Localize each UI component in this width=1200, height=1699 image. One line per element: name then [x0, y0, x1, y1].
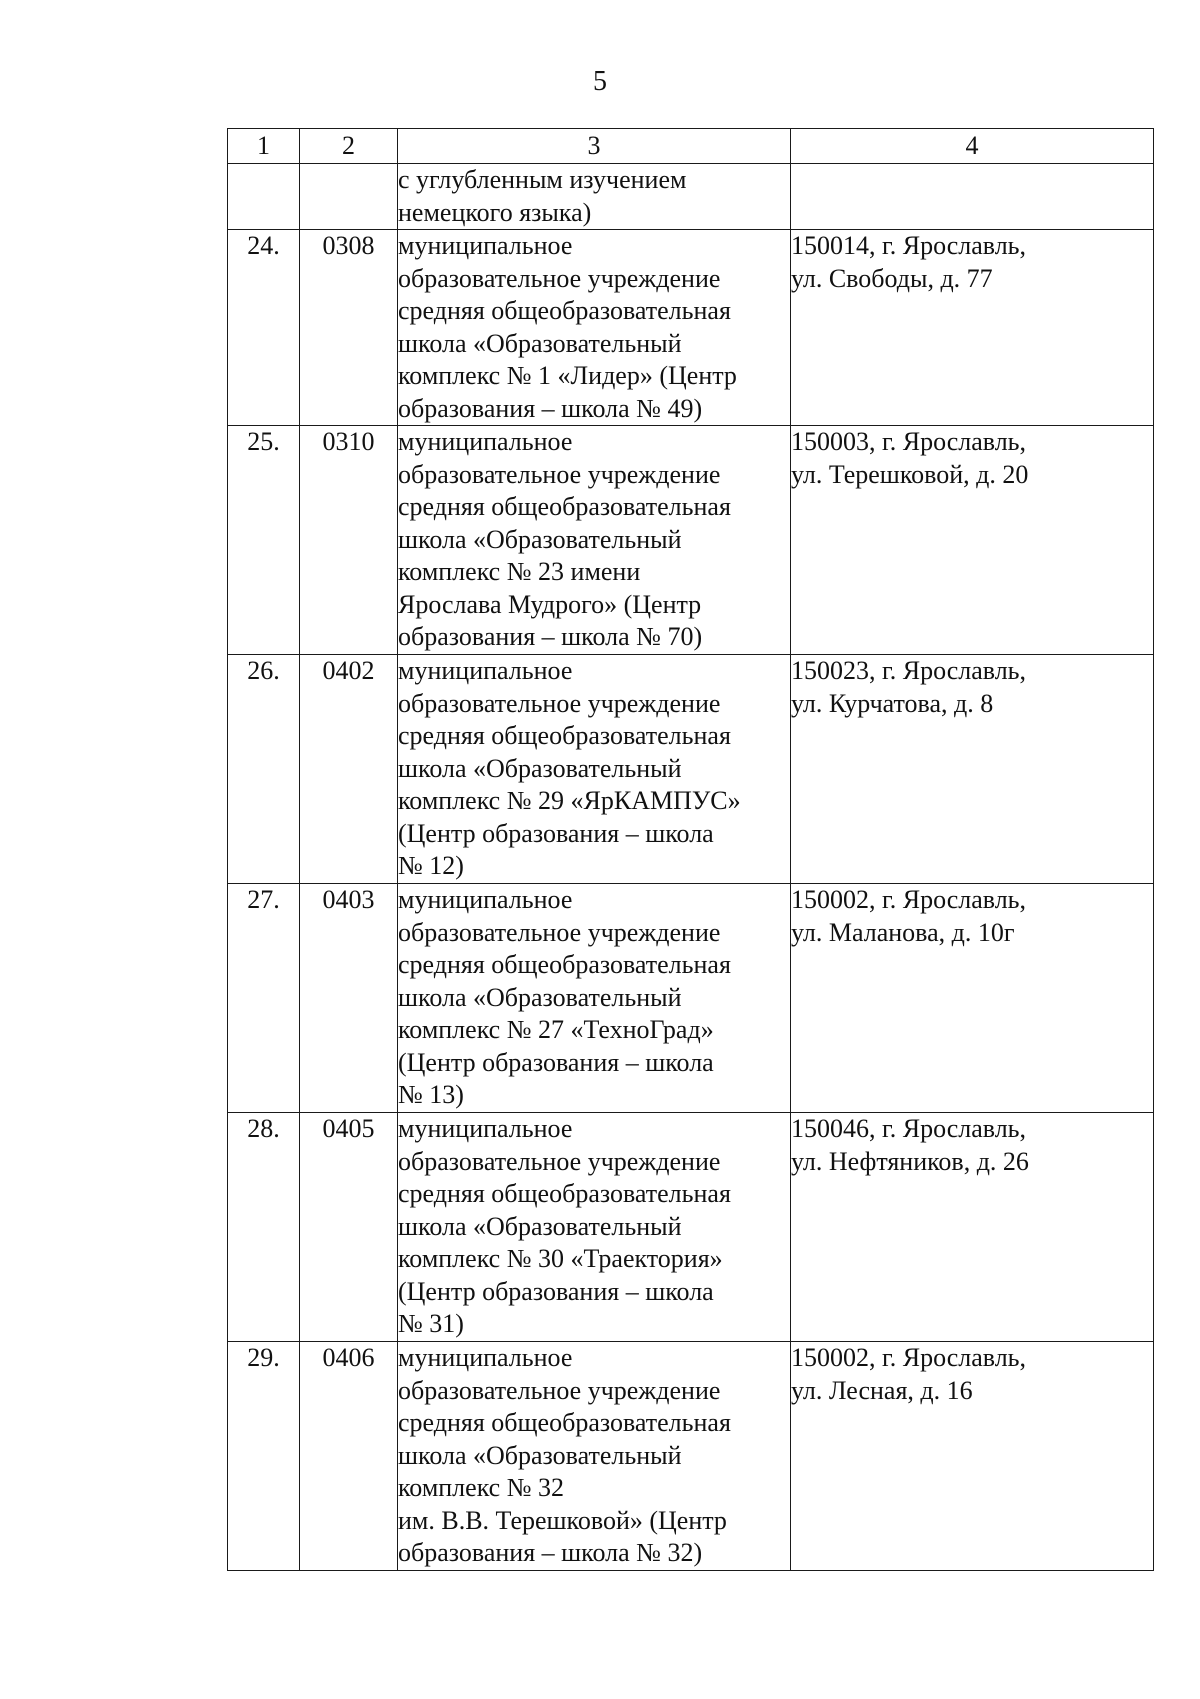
name-line: школа «Образовательный — [398, 328, 682, 358]
name-line: № 12) — [398, 851, 464, 880]
row-name-cell — [398, 164, 791, 230]
row-name-cell — [398, 655, 791, 884]
row-address-cell — [791, 426, 1154, 655]
row-code-cell: 0403 — [300, 884, 398, 1113]
address-line: ул. Свободы, д. 77 — [791, 263, 993, 293]
table-header-row — [228, 129, 1154, 164]
name-line: средняя общеобразовательная — [398, 950, 731, 979]
row-address-cell — [791, 230, 1154, 426]
row-code-cell: 0310 — [300, 426, 398, 655]
name-line: образования – школа № 49) — [398, 393, 703, 423]
row-number-cell: 28. — [228, 1113, 300, 1342]
row-code-cell: 0402 — [300, 655, 398, 884]
page-number: 5 — [593, 66, 607, 97]
name-line: (Центр образования – школа — [398, 1047, 714, 1077]
name-line: образования – школа № 70) — [398, 622, 703, 651]
name-line: школа «Образовательный — [398, 982, 682, 1012]
name-line: комплекс № 32 — [398, 1473, 565, 1502]
row-address-cell — [791, 655, 1154, 884]
name-line: образовательное учреждение — [398, 1375, 721, 1405]
name-line: с углубленным изучением — [398, 165, 687, 194]
row-name-cell — [398, 884, 791, 1113]
table-row — [228, 426, 1154, 655]
name-line: муниципальное — [398, 656, 573, 685]
name-line: комплекс № 30 «Траектория» — [398, 1244, 723, 1273]
row-code-cell: 0405 — [300, 1113, 398, 1342]
name-line: муниципальное — [398, 427, 573, 456]
address-line: ул. Маланова, д. 10г — [791, 917, 1015, 947]
row-number-cell — [228, 164, 300, 230]
row-number-cell: 26. — [228, 655, 300, 884]
name-line: средняя общеобразовательная — [398, 492, 731, 521]
row-address-cell — [791, 884, 1154, 1113]
table-row-continuation — [228, 164, 1154, 230]
name-line: (Центр образования – школа — [398, 1276, 714, 1306]
row-number-cell: 27. — [228, 884, 300, 1113]
column-header-3: 3 — [398, 129, 791, 164]
name-line: школа «Образовательный — [398, 524, 682, 554]
name-line: средняя общеобразовательная — [398, 296, 731, 325]
name-line: № 31) — [398, 1309, 464, 1338]
row-name-cell — [398, 426, 791, 655]
name-line: средняя общеобразовательная — [398, 721, 731, 750]
row-number-cell: 25. — [228, 426, 300, 655]
name-line: № 13) — [398, 1080, 464, 1109]
name-line: комплекс № 29 «ЯрКАМПУС» — [398, 786, 741, 815]
name-line: муниципальное — [398, 231, 573, 260]
row-number-cell: 29. — [228, 1342, 300, 1571]
column-header-1: 1 — [228, 129, 300, 164]
row-name-cell — [398, 1342, 791, 1571]
name-line: (Центр образования – школа — [398, 818, 714, 848]
institutions-table — [227, 128, 1154, 1571]
address-line: 150046, г. Ярославль, — [791, 1114, 1027, 1143]
table-row — [228, 230, 1154, 426]
table-row — [228, 1113, 1154, 1342]
name-line: средняя общеобразовательная — [398, 1408, 731, 1437]
row-address-cell — [791, 1342, 1154, 1571]
address-line: 150002, г. Ярославль, — [791, 885, 1027, 914]
name-line: муниципальное — [398, 885, 573, 914]
name-line: муниципальное — [398, 1343, 573, 1372]
name-line: образовательное учреждение — [398, 917, 721, 947]
name-line: немецкого языка) — [398, 197, 592, 227]
row-code-cell: 0406 — [300, 1342, 398, 1571]
row-number-cell: 24. — [228, 230, 300, 426]
name-line: школа «Образовательный — [398, 753, 682, 783]
name-line: комплекс № 23 имени — [398, 557, 641, 586]
name-line: образовательное учреждение — [398, 263, 721, 293]
name-line: комплекс № 27 «ТехноГрад» — [398, 1015, 714, 1044]
table-row — [228, 884, 1154, 1113]
address-line: 150003, г. Ярославль, — [791, 427, 1027, 456]
row-code-cell — [300, 164, 398, 230]
address-line: 150014, г. Ярославль, — [791, 231, 1027, 260]
name-line: Ярослава Мудрого» (Центр — [398, 589, 702, 619]
column-header-4: 4 — [791, 129, 1154, 164]
table-row — [228, 1342, 1154, 1571]
row-code-cell: 0308 — [300, 230, 398, 426]
name-line: образования – школа № 32) — [398, 1538, 703, 1567]
name-line: им. В.В. Терешковой» (Центр — [398, 1505, 727, 1535]
name-line: школа «Образовательный — [398, 1211, 682, 1241]
table-row — [228, 655, 1154, 884]
row-name-cell — [398, 1113, 791, 1342]
name-line: комплекс № 1 «Лидер» (Центр — [398, 361, 737, 390]
name-line: средняя общеобразовательная — [398, 1179, 731, 1208]
name-line: образовательное учреждение — [398, 459, 721, 489]
address-line: ул. Нефтяников, д. 26 — [791, 1146, 1029, 1176]
name-line: образовательное учреждение — [398, 1146, 721, 1176]
row-address-cell — [791, 164, 1154, 230]
address-line: ул. Курчатова, д. 8 — [791, 688, 994, 718]
row-name-cell — [398, 230, 791, 426]
row-address-cell — [791, 1113, 1154, 1342]
address-line: 150002, г. Ярославль, — [791, 1343, 1027, 1372]
address-line: ул. Терешковой, д. 20 — [791, 459, 1029, 489]
address-line: ул. Лесная, д. 16 — [791, 1375, 973, 1405]
column-header-2: 2 — [300, 129, 398, 164]
address-line: 150023, г. Ярославль, — [791, 656, 1027, 685]
name-line: школа «Образовательный — [398, 1440, 682, 1470]
name-line: образовательное учреждение — [398, 688, 721, 718]
name-line: муниципальное — [398, 1114, 573, 1143]
